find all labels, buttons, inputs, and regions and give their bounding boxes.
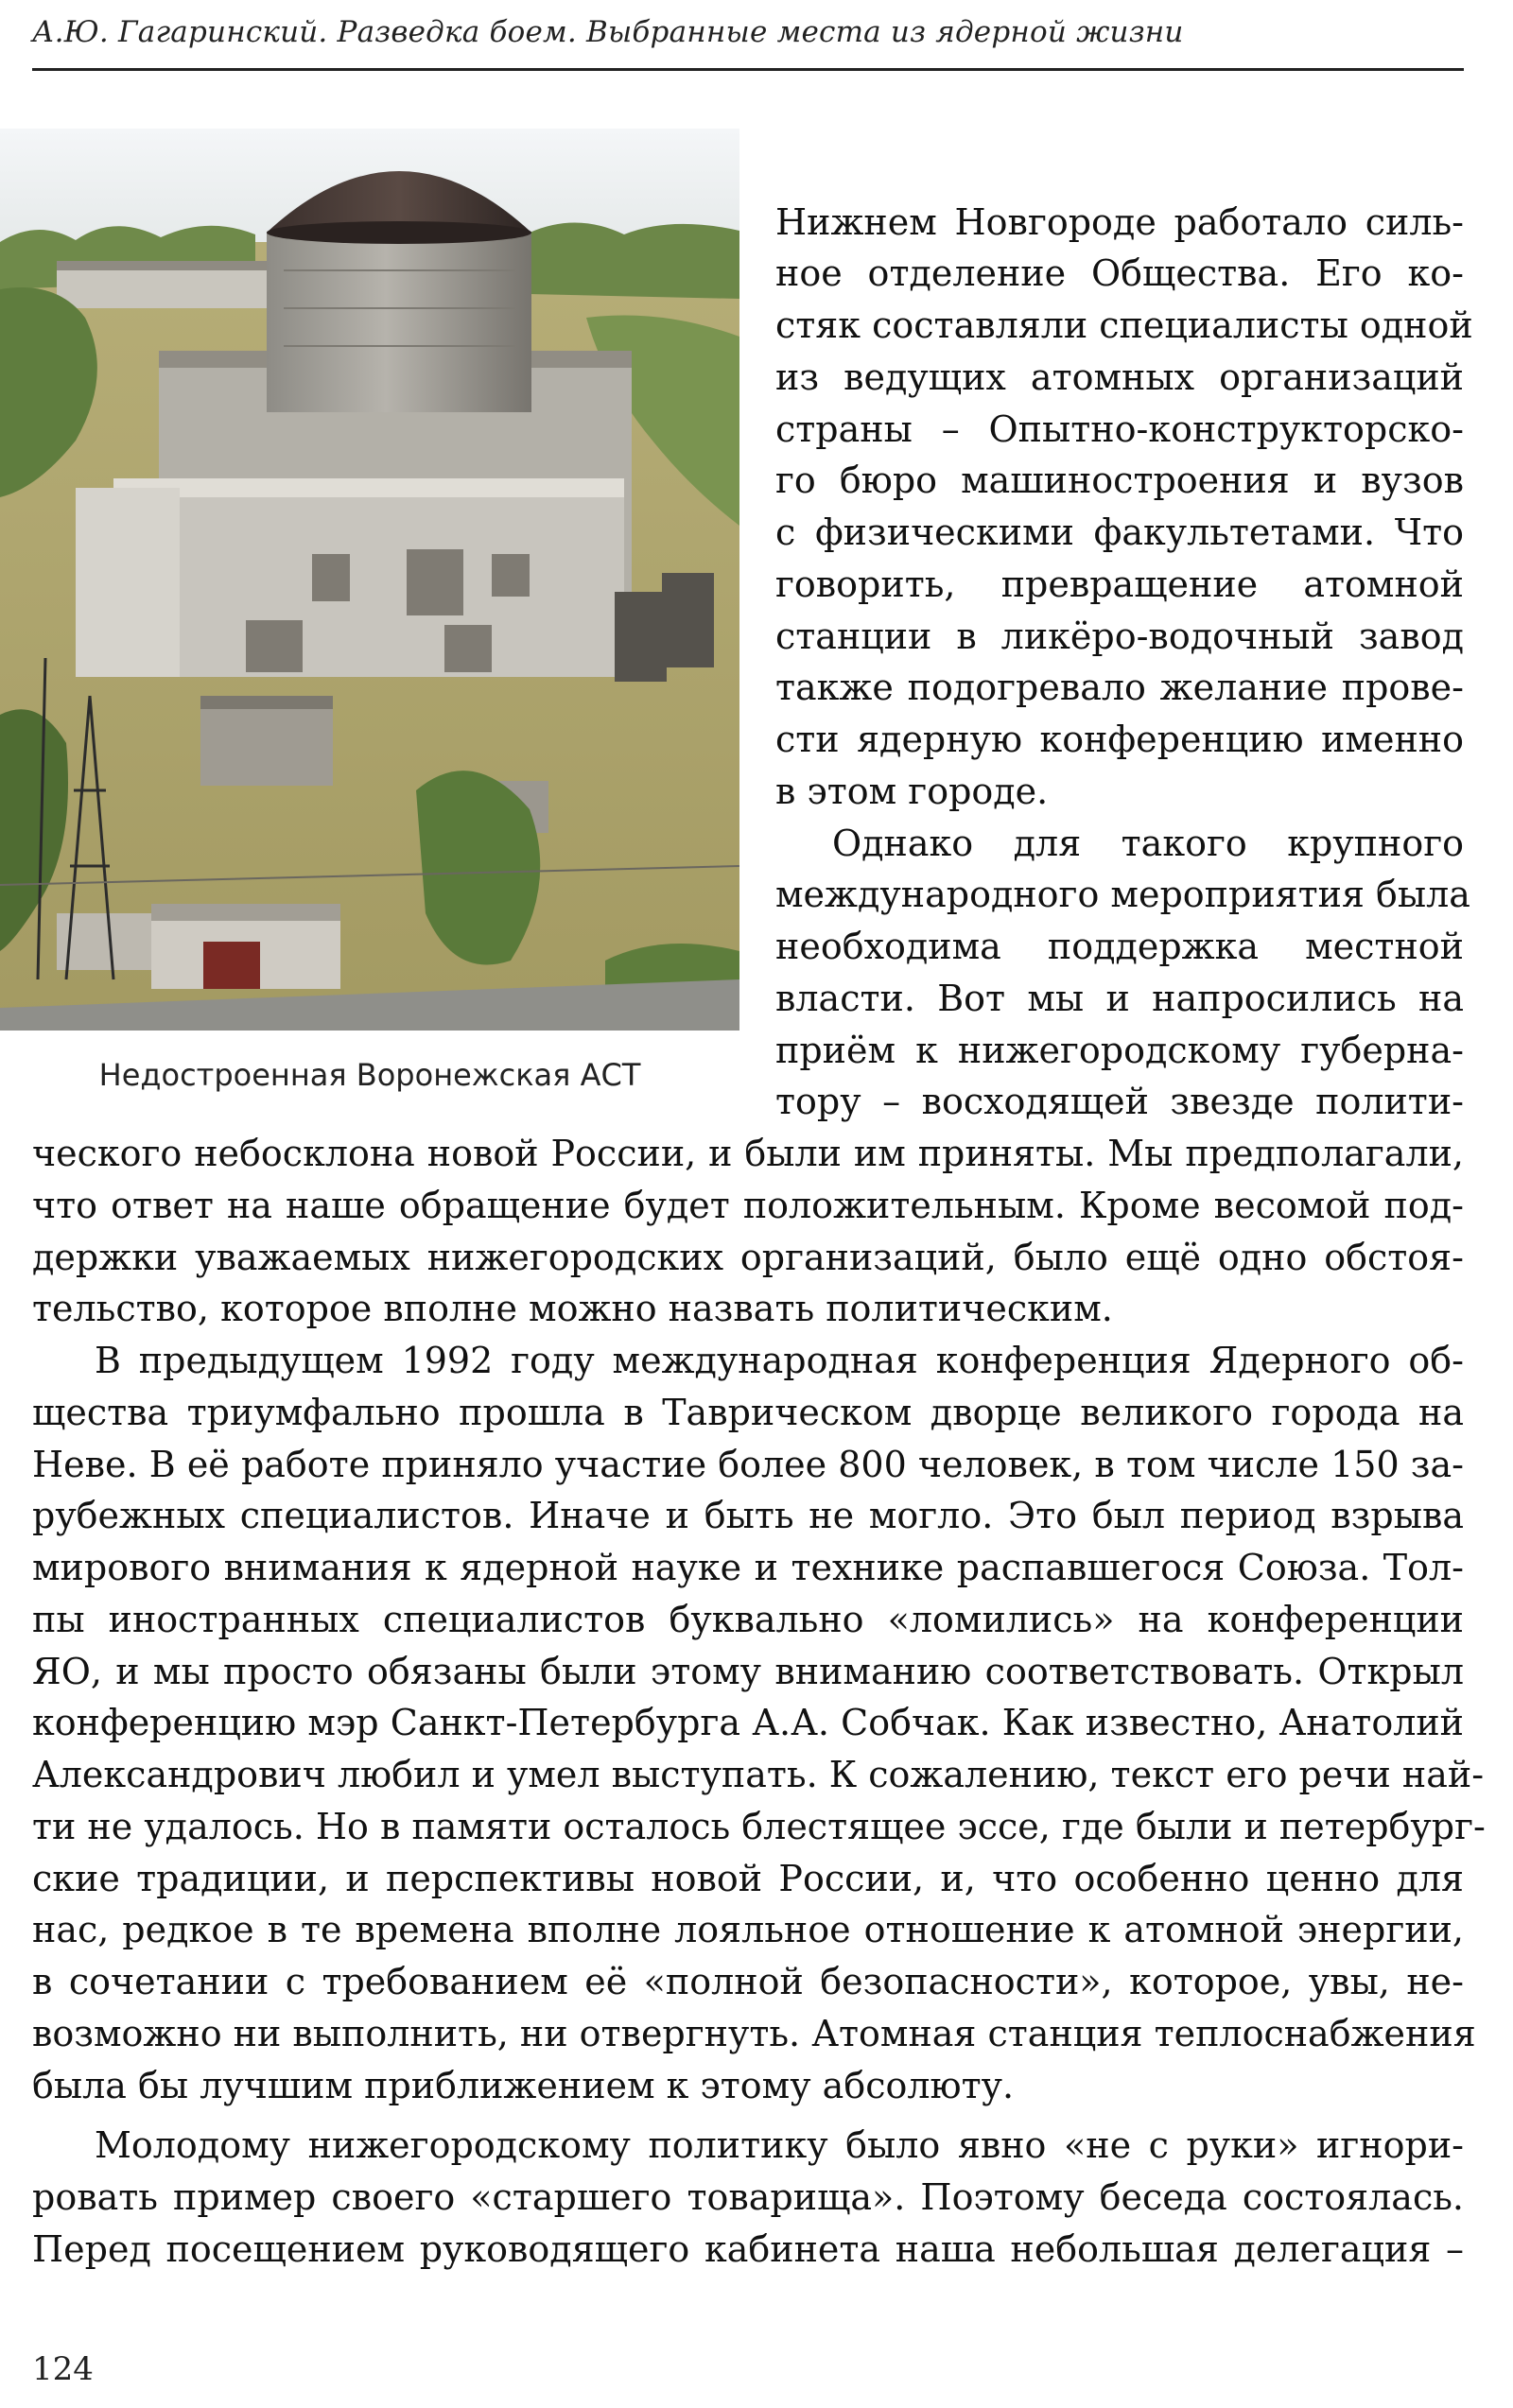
header-rule [32, 68, 1464, 71]
photo-caption: Недостроенная Воронежская АСТ [98, 1057, 641, 1093]
text-line: станции в ликёро-водочный завод [775, 615, 1464, 657]
text-line: Александрович любил и умел выступать. К сожалению, текст его речи най- [32, 1754, 1485, 1795]
text-line: ЯО, и мы просто обязаны были этому вниманию соответствовать. Открыл [32, 1651, 1464, 1692]
text-line: сти ядерную конференцию именно [775, 719, 1464, 760]
text-line: ти не удалось. Но в памяти осталось блестящее эссе, где были и петербург- [32, 1806, 1486, 1847]
text-line: Перед посещением руководящего кабинета наша небольшая делегация – [32, 2228, 1464, 2270]
text-line: из ведущих атомных организаций [775, 356, 1464, 398]
text-line: Нижнем Новгороде работало силь- [775, 201, 1464, 243]
text-line: тельство, которое вполне можно назвать политическим. [32, 1288, 1113, 1329]
text-line: тору – восходящей звезде полити- [775, 1081, 1464, 1122]
text-line: Неве. В её работе приняло участие более 800 человек, в том числе 150 за- [32, 1444, 1464, 1485]
text-line: в сочетании с требованием её «полной безопасности», которое, увы, не- [32, 1961, 1464, 2002]
text-line: говорить, превращение атомной [775, 563, 1464, 605]
text-line: конференцию мэр Санкт-Петербурга А.А. Собчак. Как известно, Анатолий [32, 1702, 1464, 1743]
text-line: была бы лучшим приближением к этому абсолюту. [32, 2065, 1015, 2106]
text-line: ские традиции, и перспективы новой России, и, что особенно ценно для [32, 1858, 1464, 1899]
running-header: А.Ю. Гагаринский. Разведка боем. Выбранные места из ядерной жизни [32, 15, 1184, 49]
text-line: Молодому нижегородскому политику было явно «не с руки» игнори- [95, 2124, 1464, 2166]
text-line: рубежных специалистов. Иначе и быть не могло. Это был период взрыва [32, 1495, 1464, 1536]
text-line: что ответ на наше обращение будет положительным. Кроме весомой под- [32, 1185, 1464, 1226]
text-line: ческого небосклона новой России, и были им приняты. Мы предполагали, [32, 1133, 1464, 1174]
reactor-photo [0, 129, 739, 1031]
text-line: необходима поддержка местной [775, 926, 1464, 967]
text-line: го бюро машиностроения и вузов [775, 459, 1464, 501]
text-line: с физическими факультетами. Что [775, 511, 1464, 553]
text-line: также подогревало желание прове- [775, 667, 1464, 708]
text-line: стяк составляли специалисты одной [775, 304, 1473, 346]
text-line: нас, редкое в те времена вполне лояльное отношение к атомной энергии, [32, 1909, 1464, 1950]
text-line: страны – Опытно-конструкторско- [775, 408, 1464, 450]
text-line: щества триумфально прошла в Таврическом дворце великого города на [32, 1392, 1464, 1433]
text-line: держки уважаемых нижегородских организаций, было ещё одно обстоя- [32, 1237, 1464, 1278]
text-line: возможно ни выполнить, ни отвергнуть. Атомная станция теплоснабжения [32, 2013, 1476, 2054]
text-line: мирового внимания к ядерной науке и технике распавшегося Союза. Тол- [32, 1547, 1464, 1588]
text-line: международного мероприятия была [775, 874, 1470, 915]
text-line: власти. Вот мы и напросились на [775, 978, 1464, 1019]
text-line: ное отделение Общества. Его ко- [775, 252, 1464, 294]
text-line: Однако для такого крупного [832, 823, 1464, 864]
text-line: в этом городе. [775, 771, 1049, 812]
text-line: пы иностранных специалистов буквально «ломились» на конференции [32, 1599, 1464, 1640]
text-line: В предыдущем 1992 году международная конференция Ядерного об- [95, 1340, 1464, 1381]
page-number: 124 [32, 2350, 94, 2388]
text-line: ровать пример своего «старшего товарища». Поэтому беседа состоялась. [32, 2176, 1464, 2218]
text-line: приём к нижегородскому губерна- [775, 1030, 1464, 1071]
